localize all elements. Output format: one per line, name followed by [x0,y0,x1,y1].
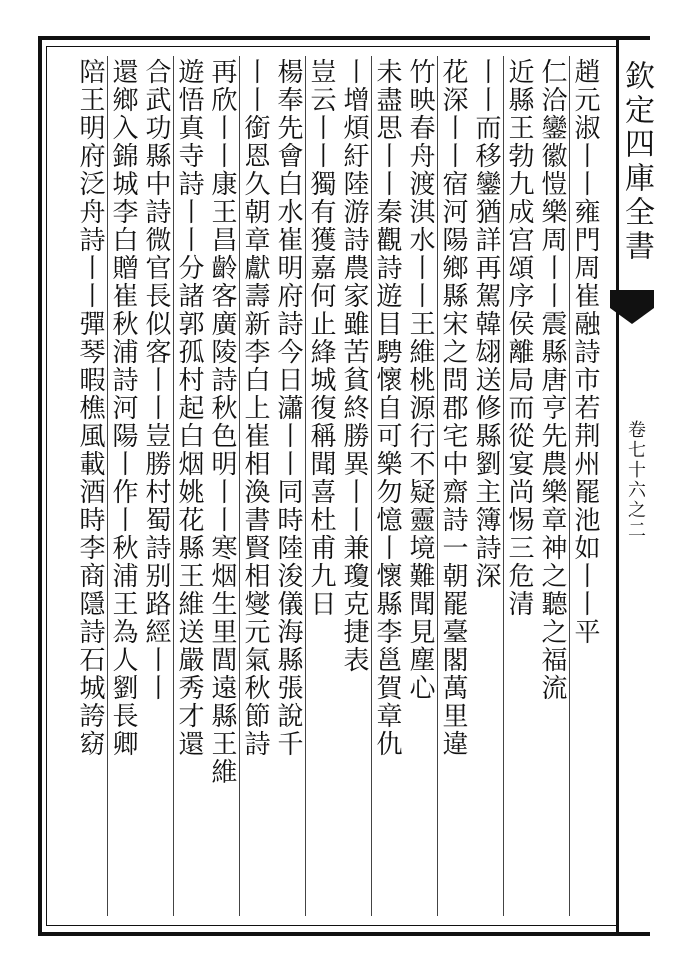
inner-border-top [46,46,616,47]
text-column: 未盡思丨丨秦觀詩遊目騁懷自可樂勿憶丨懷縣李邕賀章仇 [372,58,402,758]
text-column: 竹映春舟渡淇水丨丨王維桃源行不疑靈境難聞見塵心 [405,58,435,702]
border-top [38,36,650,40]
text-column: 楊奉先會白水崔明府詩今日瀟丨丨同時陸浚儀海縣張說千 [273,58,303,758]
border-left [38,36,42,936]
text-column: 遊悟真寺詩丨丨分諸郭孤村起白烟姚花縣王維送嚴秀才還 [174,58,204,758]
text-column: 豈云丨丨獨有獲嘉何止綘城復稱聞喜杜甫九日 [306,58,336,618]
border-bottom [38,932,650,936]
text-column: 丨增煩紆陸游詩農家雖苦貧終勝異丨丨兼瓊克捷表 [339,58,369,674]
column-divider [371,56,372,916]
volume-label: 卷七十六之二 [625,420,646,540]
column-divider [569,56,570,916]
text-column: 陪王明府泛舟詩丨丨彈琴暇樵風載酒時李商隱詩石城誇窈 [75,58,105,758]
column-divider [239,56,240,916]
column-divider [173,56,174,916]
text-column: 花深丨丨宿河陽鄉縣宋之問郡宅中齋詩一朝罷臺閣萬里違 [438,58,468,758]
text-column: 近縣王勃九成宫頌序侯離局而從宴尚惕三危清 [504,58,534,618]
series-title: 欽定四庫全書 [619,60,654,264]
column-divider [305,56,306,916]
text-column: 再欣丨丨康王昌齡客廣陵詩秋色明丨丨寒烟生里閭遠縣王維 [207,58,237,786]
column-divider [503,56,504,916]
column-divider [437,56,438,916]
inner-border-left [46,46,47,926]
text-column: 趙元淑丨丨雍門周崔融詩市若荆州罷池如丨丨平 [570,58,600,646]
text-column: 還鄉入錦城李白贈崔秋浦詩河陽丨作丨秋浦王為人劉長卿 [108,58,138,758]
column-divider [107,56,108,916]
text-column: 仁洽鑾徽愷樂周丨丨震縣唐亨先農樂章神之聽之福流 [537,58,567,702]
inner-border-bottom [46,925,616,926]
text-column: 合武功縣中詩微官長似客丨丨豈勝村蜀詩别路經丨丨 [141,58,171,702]
text-column: 丨丨銜恩久朝章獻壽新李白上崔相渙書賢相燮元氣秋節詩 [240,58,270,758]
text-column: 丨丨而移鑾猶詳再駕韓翃送修縣劉主簿詩深 [471,58,501,590]
